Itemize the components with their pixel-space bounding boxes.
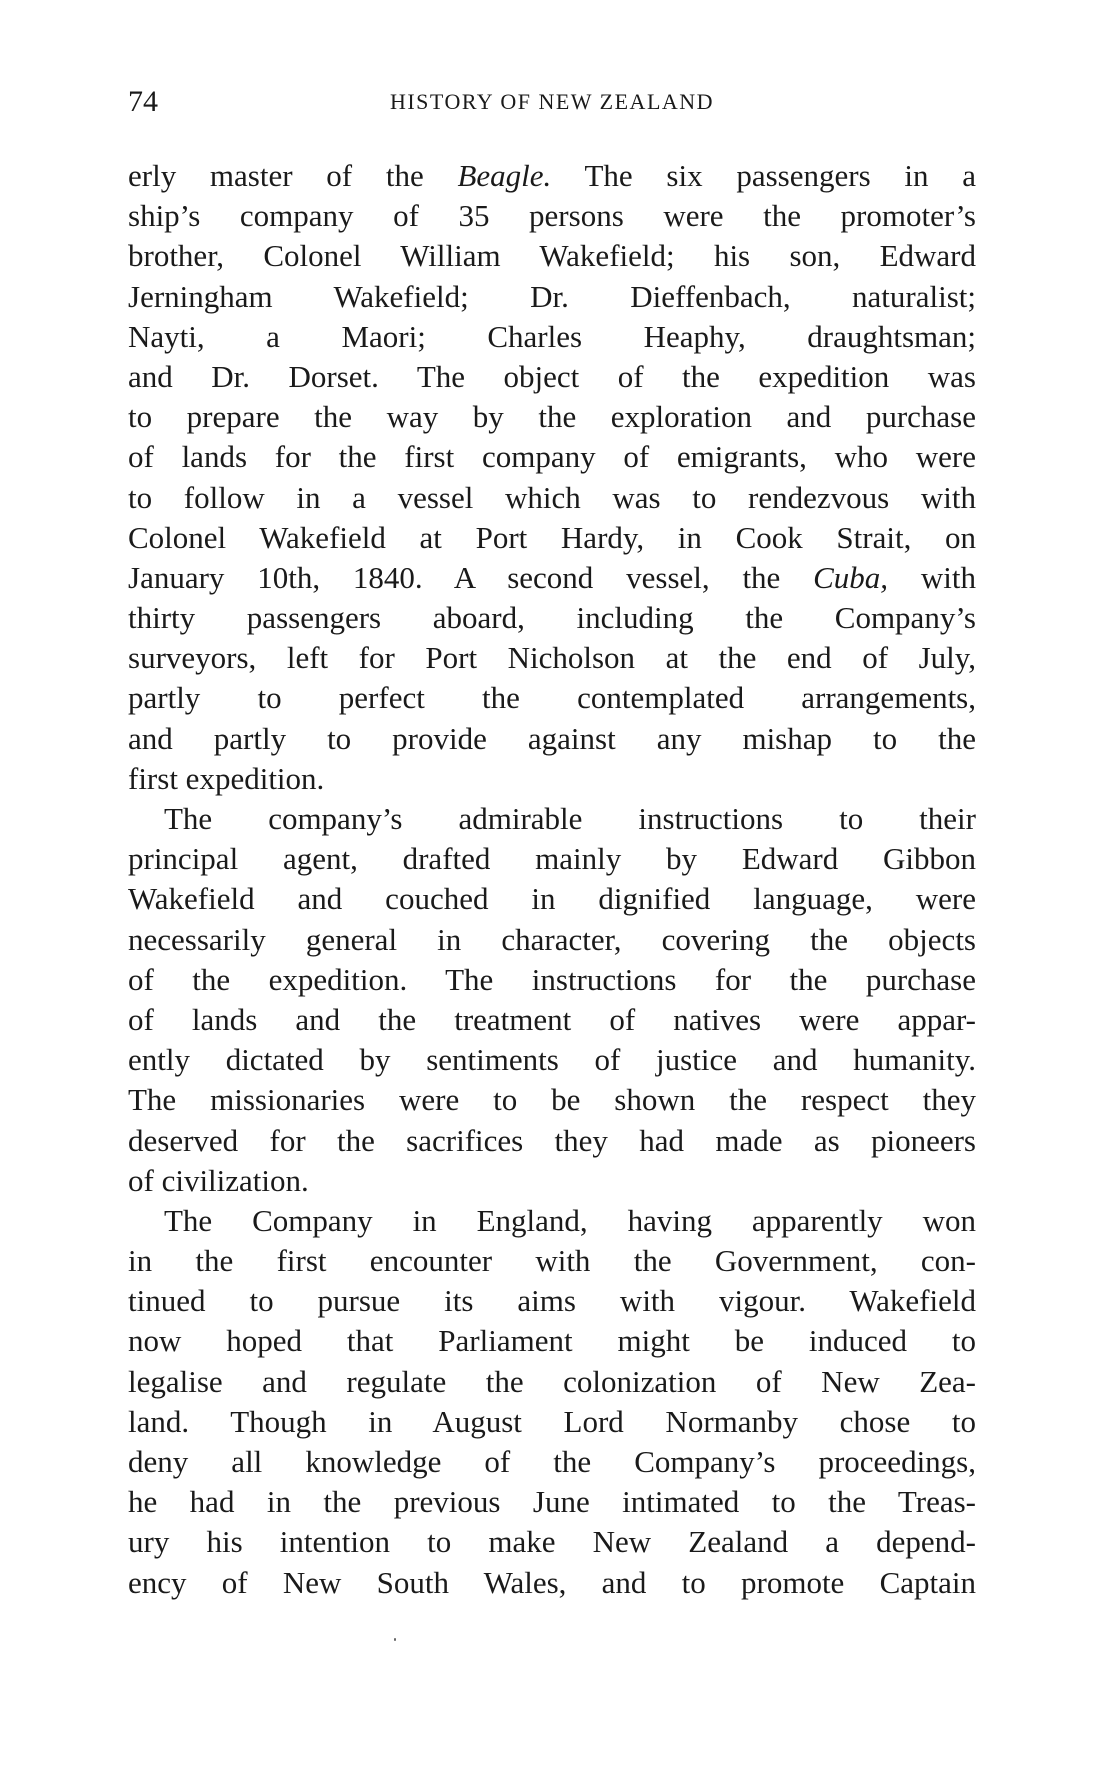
text-line (128, 196, 976, 236)
line-text: Nayti, a Maori; Charles Heaphy, draughtsman; (128, 318, 976, 354)
text-line (128, 317, 976, 357)
line-text: tinued to pursue its aims with vigour. Wakefield (128, 1283, 976, 1319)
line-text: ently dictated by sentiments of justice and humanity. (128, 1042, 976, 1078)
text-line (128, 1161, 976, 1201)
line-text: land. Though in August Lord Normanby chose to (128, 1403, 976, 1439)
text-line (128, 236, 976, 276)
line-text: The company’s admirable instructions to their (164, 801, 976, 836)
line-text: The missionaries were to be shown the respect they (128, 1082, 976, 1118)
line-text: with (888, 559, 976, 595)
line-text: deny all knowledge of the Company’s proceedings, (128, 1444, 976, 1479)
line-text: of lands for the first company of emigrants, who were (128, 439, 976, 475)
line-text: ency of New South Wales, and to promote Captain (128, 1564, 976, 1600)
text-line (128, 1402, 976, 1442)
line-text: of civilization. (128, 1162, 309, 1198)
text-line (128, 397, 976, 437)
line-text: to follow in a vessel which was to rendezvous with (128, 479, 976, 515)
text-line (128, 1201, 976, 1241)
text-line (128, 1040, 976, 1080)
line-text: of lands and the treatment of natives were appar- (128, 1001, 976, 1037)
text-line (128, 839, 976, 879)
text-line (128, 1522, 976, 1562)
line-text: erly master of the (128, 158, 458, 193)
text-line (128, 1000, 976, 1040)
line-text: Wakefield and couched in dignified language, were (128, 881, 976, 917)
line-text: deserved for the sacrifices they had made as pioneers (128, 1122, 976, 1158)
line-text: of the expedition. The instructions for the purchase (128, 961, 976, 997)
text-line (128, 1121, 976, 1161)
text-line (128, 759, 976, 799)
text-line (128, 357, 976, 397)
text-line (128, 799, 976, 839)
page-header (128, 82, 976, 122)
text-line (128, 1281, 976, 1321)
line-text: now hoped that Parliament might be induced to (128, 1323, 976, 1359)
line-text: legalise and regulate the colonization of New Zea- (128, 1363, 976, 1399)
line-text: partly to perfect the contemplated arrangements, (128, 680, 976, 716)
line-text: Colonel Wakefield at Port Hardy, in Cook Strait, on (128, 519, 976, 555)
text-line (128, 478, 976, 518)
line-text: and partly to provide against any mishap to the (128, 720, 976, 756)
text-line (128, 638, 976, 678)
text-line (128, 678, 976, 718)
text-line (128, 598, 976, 638)
italic-text: Beagle. (457, 158, 552, 193)
text-line (128, 920, 976, 960)
text-line (128, 558, 976, 598)
text-line (128, 1362, 976, 1402)
print-speck (394, 1638, 396, 1641)
text-line (128, 879, 976, 919)
page-number: 74 (128, 85, 158, 118)
italic-text: Cuba, (813, 559, 889, 595)
text-line (128, 1563, 976, 1603)
text-line (128, 1080, 976, 1120)
text-line (128, 437, 976, 477)
text-line (128, 719, 976, 759)
text-line (128, 1241, 976, 1281)
line-text: The Company in England, having apparently won (164, 1202, 976, 1238)
text-line (128, 1482, 976, 1522)
line-text: surveyors, left for Port Nicholson at the end of July, (128, 640, 976, 676)
text-line (128, 960, 976, 1000)
line-text: to prepare the way by the exploration and purchase (128, 399, 976, 435)
line-text: brother, Colonel William Wakefield; his son, Edward (128, 238, 976, 274)
line-text: ury his intention to make New Zealand a depend- (128, 1524, 976, 1560)
line-text: ship’s company of 35 persons were the promoter’s (128, 198, 976, 234)
text-line (128, 1321, 976, 1361)
line-text: principal agent, drafted mainly by Edward Gibbon (128, 841, 976, 877)
text-line (128, 156, 976, 196)
text-line (128, 1442, 976, 1482)
line-text: Jerningham Wakefield; Dr. Dieffenbach, naturalist; (128, 278, 976, 314)
line-text: in the first encounter with the Government, con- (128, 1243, 976, 1279)
line-text: first expedition. (128, 760, 325, 796)
body-text (128, 156, 976, 1603)
line-text: he had in the previous June intimated to the Treas- (128, 1484, 976, 1520)
line-text: January 10th, 1840. A second vessel, the (128, 559, 814, 595)
line-text: and Dr. Dorset. The object of the expedition was (128, 358, 976, 394)
line-text: The six passengers in a (551, 158, 976, 193)
text-line (128, 518, 976, 558)
text-line (128, 277, 976, 317)
running-head: HISTORY OF NEW ZEALAND (389, 89, 715, 114)
line-text: necessarily general in character, covering the objects (128, 921, 976, 957)
line-text: thirty passengers aboard, including the Company’s (128, 600, 976, 636)
